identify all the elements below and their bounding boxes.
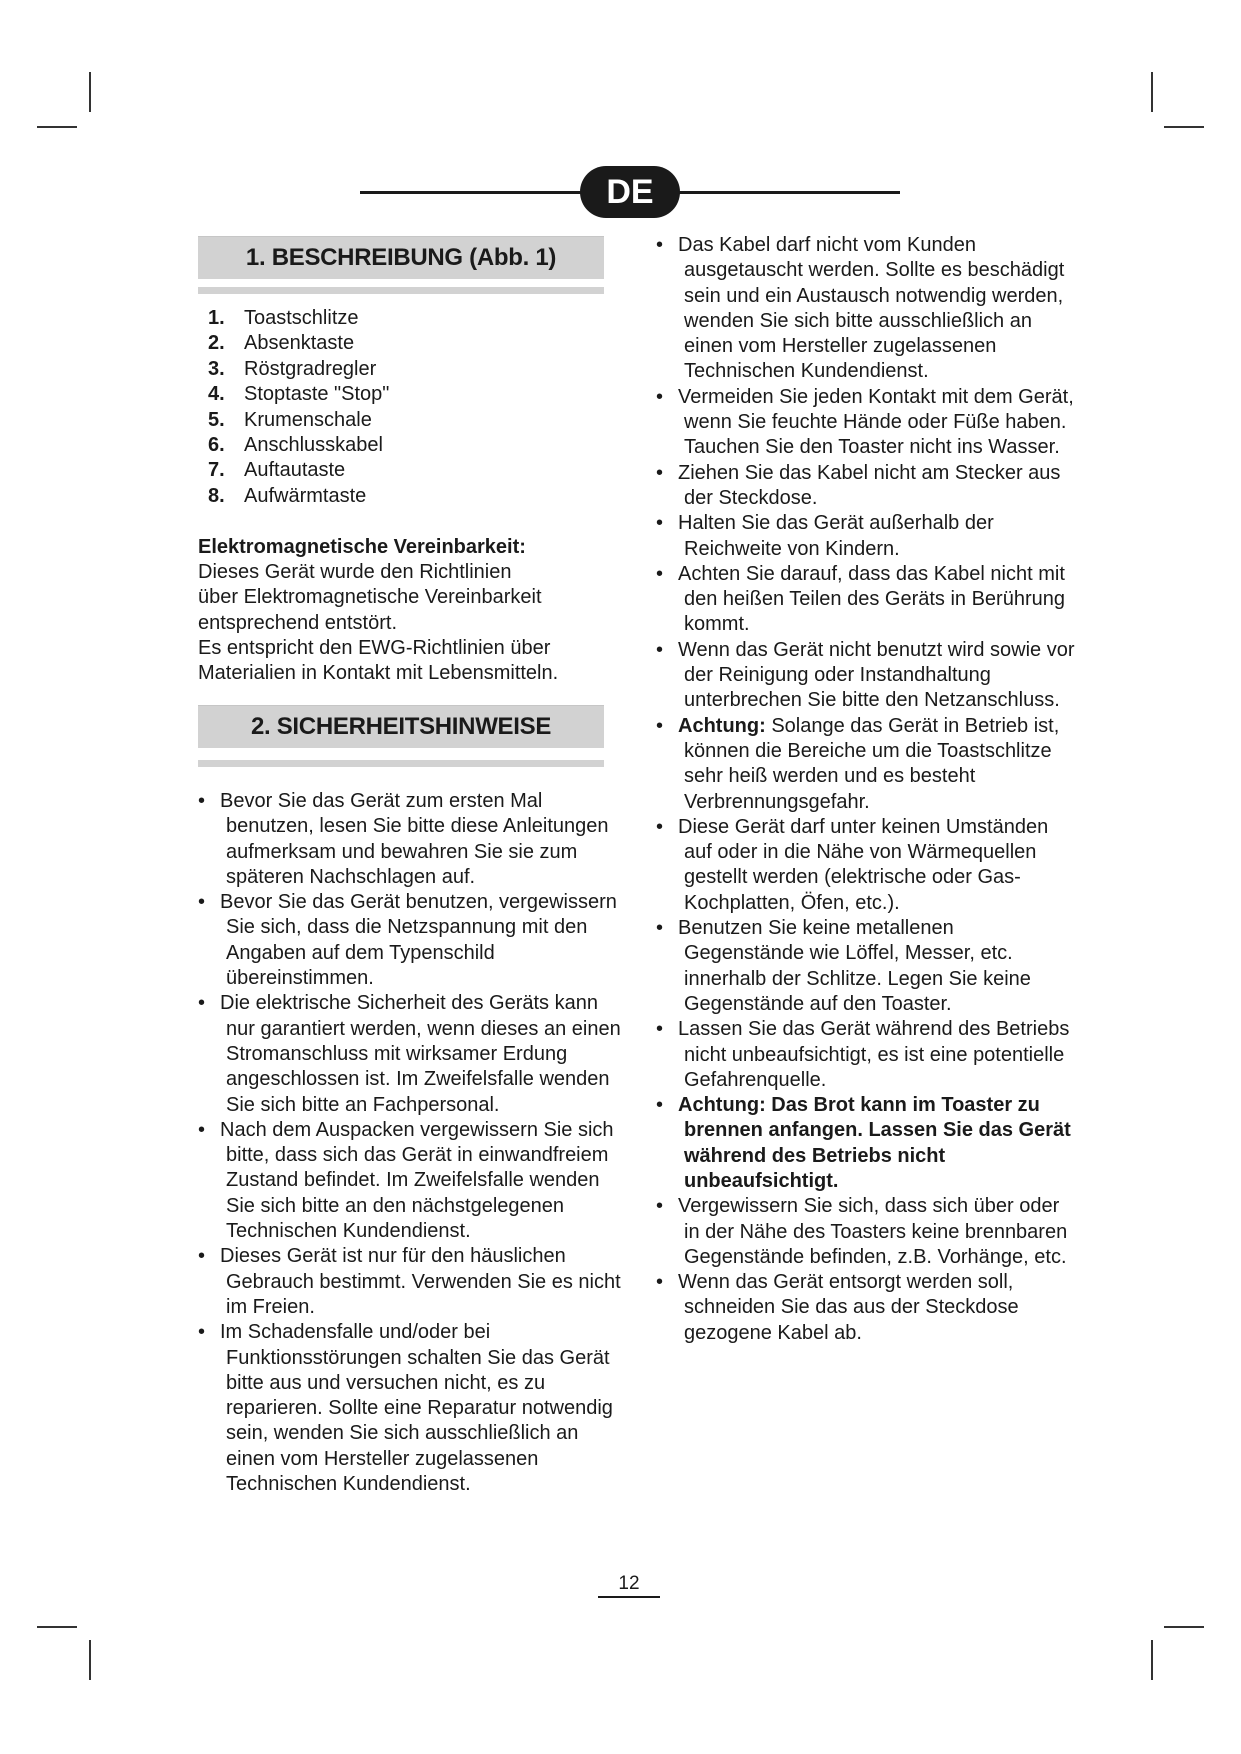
safety-item — [656, 815, 1076, 916]
section-1-title: 1. BESCHREIBUNG (Abb. 1) — [198, 236, 604, 279]
emc-line: über Elektromagnetische Vereinbarkeit — [198, 586, 542, 609]
safety-item: • Die elektrische Sicherheit des Geräts kann nur garantiert werden, wenn dieses an einen Stromanschluss mit wirksamer Erdung angeschlossen ist. Im Zweifelsfalle wenden Sie sich bitte an Fachpersonal. — [198, 991, 628, 1117]
section-2-title: 2. SICHERHEITSHINWEISE — [198, 705, 604, 748]
parts-list — [208, 306, 389, 509]
safety-item-text: Diese Gerät darf unter keinen Umständen auf oder in die Nähe von Wärmequellen gestellt werden (elektrische oder Gas-Kochplatten, Öfen, etc.). — [678, 815, 1049, 914]
item-label: Anschlusskabel — [244, 434, 383, 457]
item-number: 7. — [208, 459, 225, 482]
crop-mark-top-right-v — [1151, 72, 1153, 112]
safety-item — [656, 385, 1076, 461]
item-number: 1. — [208, 307, 225, 329]
safety-item — [656, 1270, 1076, 1346]
safety-item — [656, 714, 1076, 815]
safety-item — [656, 1194, 1076, 1270]
parts-list-item — [208, 408, 389, 433]
header-rule-right — [675, 191, 900, 194]
safety-item: • Dieses Gerät ist nur für den häuslichen Gebrauch bestimmt. Verwenden Sie es nicht im Freien. — [198, 1244, 628, 1320]
parts-list-item — [208, 433, 389, 458]
safety-item — [656, 562, 1076, 638]
language-badge: DE — [580, 166, 680, 218]
item-label: Absenktaste — [244, 332, 355, 355]
safety-item — [656, 1093, 1076, 1194]
item-label: Auftautaste — [244, 459, 346, 482]
crop-mark-top-right-h — [1164, 126, 1204, 128]
language-header — [360, 166, 900, 218]
item-number: 6. — [208, 434, 225, 457]
emc-line: Materialien in Kontakt mit Lebensmitteln. — [198, 662, 559, 685]
item-label: Krumenschale — [244, 408, 372, 431]
section-2-underline — [198, 760, 604, 767]
header-rule-left — [360, 191, 585, 194]
parts-list-item — [208, 382, 389, 407]
safety-item — [656, 461, 1076, 512]
item-number: 8. — [208, 484, 225, 507]
safety-item-text: Vermeiden Sie jeden Kontakt mit dem Gerät, wenn Sie feuchte Hände oder Füße haben. Tauchen Sie den Toaster nicht ins Wasser. — [678, 385, 1074, 459]
safety-item — [656, 1017, 1076, 1093]
section-1-underline — [198, 287, 604, 294]
safety-item-text: Halten Sie das Gerät außerhalb der Reichweite von Kindern. — [678, 512, 994, 560]
item-label: Stoptaste "Stop" — [244, 383, 390, 406]
item-number: 5. — [208, 408, 225, 431]
crop-mark-bottom-left-h — [37, 1626, 77, 1628]
crop-mark-bottom-left-v — [89, 1640, 91, 1680]
safety-item-text: Solange das Gerät in Betrieb ist, können die Bereiche um die Toastschlitze sehr heiß werden und es besteht Verbrennungsgefahr. — [684, 714, 1060, 813]
safety-list-left — [198, 789, 628, 1497]
emc-line: entsprechend entstört. — [198, 611, 398, 634]
safety-item-text: Wenn das Gerät entsorgt werden soll, schneiden Sie das aus der Steckdose gezogene Kabel ab. — [678, 1271, 1019, 1344]
safety-item-text: Das Kabel darf nicht vom Kunden ausgetauscht werden. Sollte es beschädigt sein und ein Austausch notwendig werden, wenden Sie sich bitte ausschließlich an einen vom Hersteller zugelassenen Technischen Kundendienst. — [678, 234, 1065, 383]
item-label: Röstgradregler — [244, 357, 377, 380]
safety-item-text: Wenn das Gerät nicht benutzt wird sowie vor der Reinigung oder Instandhaltung unterbrechen Sie bitte den Netzanschluss. — [678, 638, 1075, 712]
safety-item — [656, 916, 1076, 1017]
parts-list-item — [208, 458, 389, 483]
safety-item: • Bevor Sie das Gerät zum ersten Mal benutzen, lesen Sie bitte diese Anleitungen aufmerksam und bewahren Sie sie zum späteren Nachschlagen auf. — [198, 789, 628, 890]
crop-mark-bottom-right-h — [1164, 1626, 1204, 1628]
item-number: 2. — [208, 332, 225, 355]
parts-list-item — [208, 331, 389, 356]
safety-item-emphasis: Achtung: Das Brot kann im Toaster zu brennen anfangen. Lassen Sie das Gerät während des Betriebs nicht unbeaufsichtigt. — [678, 1094, 1071, 1192]
parts-list-item — [208, 357, 389, 382]
crop-mark-top-left-v — [89, 72, 91, 112]
emc-line: Dieses Gerät wurde den Richtlinien — [198, 561, 512, 584]
safety-item-text: Lassen Sie das Gerät während des Betriebs nicht unbeaufsichtigt, es ist eine potentielle Gefahrenquelle. — [678, 1018, 1070, 1091]
crop-mark-bottom-right-v — [1151, 1640, 1153, 1680]
safety-item-text: Benutzen Sie keine metallenen Gegenstände wie Löffel, Messer, etc. innerhalb der Schlitze. Legen Sie keine Gegenstände auf den Toaster. — [678, 917, 1031, 1015]
safety-item: • Bevor Sie das Gerät benutzen, vergewissern Sie sich, dass die Netzspannung mit den Angaben auf dem Typenschild übereinstimmen. — [198, 890, 628, 991]
safety-item-emphasis: Achtung: — [678, 714, 766, 737]
item-label: Aufwärmtaste — [244, 484, 367, 507]
safety-item — [656, 638, 1076, 714]
item-label: Toastschlitze — [244, 307, 359, 329]
emc-title: Elektromagnetische Vereinbarkeit: — [198, 536, 526, 558]
item-number: 4. — [208, 383, 225, 406]
crop-mark-top-left-h — [37, 126, 77, 128]
safety-item-text: Ziehen Sie das Kabel nicht am Stecker aus der Steckdose. — [678, 461, 1061, 509]
emc-paragraph — [198, 535, 618, 686]
safety-item: • Nach dem Auspacken vergewissern Sie sich bitte, dass sich das Gerät in einwandfreiem Zustand befindet. Im Zweifelsfalle wenden Sie sich bitte an den nächstgelegenen Technischen Kundendienst. — [198, 1118, 628, 1244]
safety-item-text: Vergewissern Sie sich, dass sich über oder in der Nähe des Toasters keine brennbaren Gegenstände befinden, z.B. Vorhänge, etc. — [678, 1195, 1068, 1268]
item-number: 3. — [208, 357, 225, 380]
page-number: 12 — [598, 1573, 660, 1598]
emc-line: Es entspricht den EWG-Richtlinien über — [198, 636, 551, 659]
safety-item — [656, 511, 1076, 562]
safety-item-text: Achten Sie darauf, dass das Kabel nicht mit den heißen Teilen des Geräts in Berührung kommt. — [678, 562, 1065, 636]
parts-list-item — [208, 306, 389, 331]
safety-item: • Im Schadensfalle und/oder bei Funktionsstörungen schalten Sie das Gerät bitte aus und versuchen nicht, es zu reparieren. Sollte eine Reparatur notwendig sein, wenden Sie sich ausschließlich an einen vom Hersteller zugelassenen Technischen Kundendienst. — [198, 1320, 628, 1497]
safety-list-right — [656, 233, 1076, 1346]
safety-item — [656, 233, 1076, 385]
parts-list-item — [208, 484, 389, 509]
